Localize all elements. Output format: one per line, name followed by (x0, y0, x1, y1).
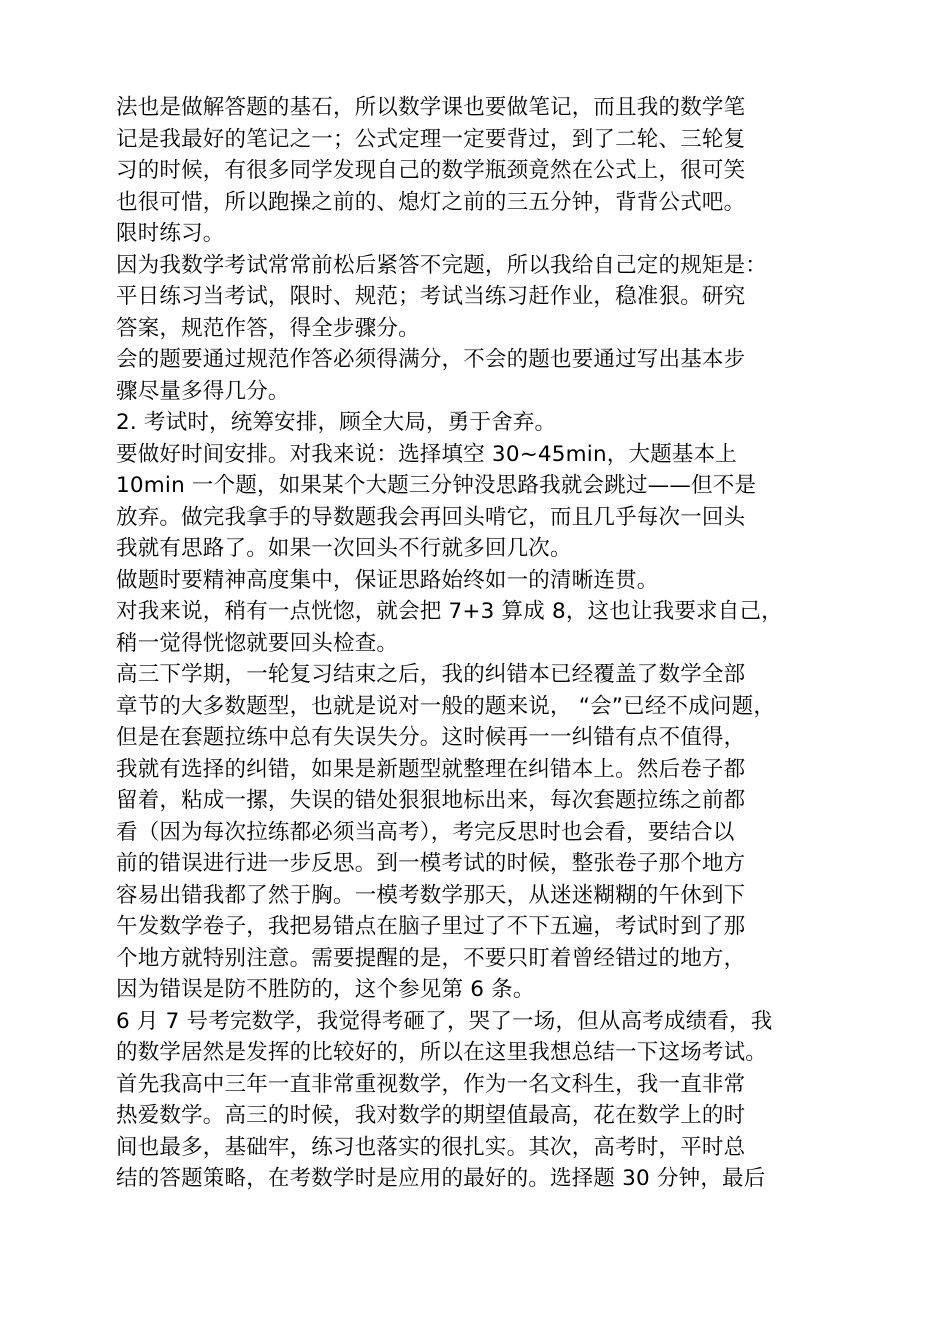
text-line: 前的错误进行进一步反思。到一模考试的时候，整张卷子那个地方 (116, 851, 746, 876)
text-line: 放弃。做完我拿手的导数题我会再回头啃它，而且几乎每次一回头 (116, 504, 746, 530)
text-line: 也很可惜，所以跑操之前的、熄灯之前的三五分钟，背背公式吧。 (116, 189, 746, 215)
text-line: 骤尽量多得几分。 (116, 378, 290, 404)
text-line: 个地方就特别注意。需要提醒的是，不要只盯着曾经错过的地方， (116, 945, 746, 971)
text-line: 6 月 7 号考完数学，我觉得考砸了，哭了一场，但从高考成绩看，我 (116, 1008, 773, 1034)
section-heading: 2. 考试时，统筹安排，顾全大局，勇于舍弃。 (116, 410, 557, 435)
text-line: 高三下学期，一轮复习结束之后，我的纠错本已经覆盖了数学全部 (116, 662, 746, 687)
text-line: 10min 一个题，如果某个大题三分钟没思路我就会跳过——但不是 (116, 473, 757, 498)
text-line: 因为错误是防不胜防的，这个参见第 6 条。 (116, 977, 535, 1002)
text-line: 限时练习。 (116, 221, 225, 246)
document-body (116, 92, 846, 1195)
text-line: 会的题要通过规范作答必须得满分，不会的题也要通过写出基本步 (116, 347, 746, 372)
text-line: 记是我最好的笔记之一；公式定理一定要背过，到了二轮、三轮复 (116, 126, 746, 152)
text-line: 我就有思路了。如果一次回头不行就多回几次。 (116, 536, 572, 561)
text-line: 结的答题策略，在考数学时是应用的最好的。选择题 30 分钟，最后 (116, 1166, 766, 1191)
text-line: 对我来说，稍有一点恍惚，就会把 7+3 算成 8，这也让我要求自己， (116, 599, 783, 624)
text-line: 但是在套题拉练中总有失误失分。这时候再一一纠错有点不值得， (116, 725, 746, 750)
text-line: 首先我高中三年一直非常重视数学，作为一名文科生，我一直非常 (116, 1071, 746, 1097)
text-line: 做题时要精神高度集中，保证思路始终如一的清晰连贯。 (116, 567, 659, 593)
text-line: 稍一觉得恍惚就要回头检查。 (116, 630, 399, 656)
text-line: 习的时候，有很多同学发现自己的数学瓶颈竟然在公式上，很可笑 (116, 158, 746, 183)
text-line: 平日练习当考试，限时、规范；考试当练习赶作业，稳准狠。研究 (116, 284, 746, 309)
text-line: 因为我数学考试常常前松后紧答不完题，所以我给自己定的规矩是： (116, 252, 768, 278)
text-line: 要做好时间安排。对我来说：选择填空 30~45min，大题基本上 (116, 441, 738, 467)
text-line: 章节的大多数题型，也就是说对一般的题来说， “会”已经不成问题， (116, 693, 776, 719)
text-line: 午发数学卷子，我把易错点在脑子里过了不下五遍，考试时到了那 (116, 914, 746, 939)
text-line: 我就有选择的纠错，如果是新题型就整理在纠错本上。然后卷子都 (116, 756, 746, 782)
text-line: 间也最多，基础牢，练习也落实的很扎实。其次，高考时，平时总 (116, 1134, 746, 1160)
text-line: 留着，粘成一摞，失误的错处狠狠地标出来，每次套题拉练之前都 (116, 788, 746, 813)
text-line: 答案，规范作答，得全步骤分。 (116, 315, 420, 341)
text-line: 看（因为每次拉练都必须当高考），考完反思时也会看，要结合以 (116, 819, 735, 845)
text-line: 法也是做解答题的基石，所以数学课也要做笔记，而且我的数学笔 (116, 95, 746, 120)
text-line: 的数学居然是发挥的比较好的，所以在这里我想总结一下这场考试。 (116, 1040, 768, 1065)
text-line: 容易出错我都了然于胸。一模考数学那天，从迷迷糊糊的午休到下 (116, 882, 746, 908)
text-line: 热爱数学。高三的时候，我对数学的期望值最高，花在数学上的时 (116, 1103, 746, 1128)
